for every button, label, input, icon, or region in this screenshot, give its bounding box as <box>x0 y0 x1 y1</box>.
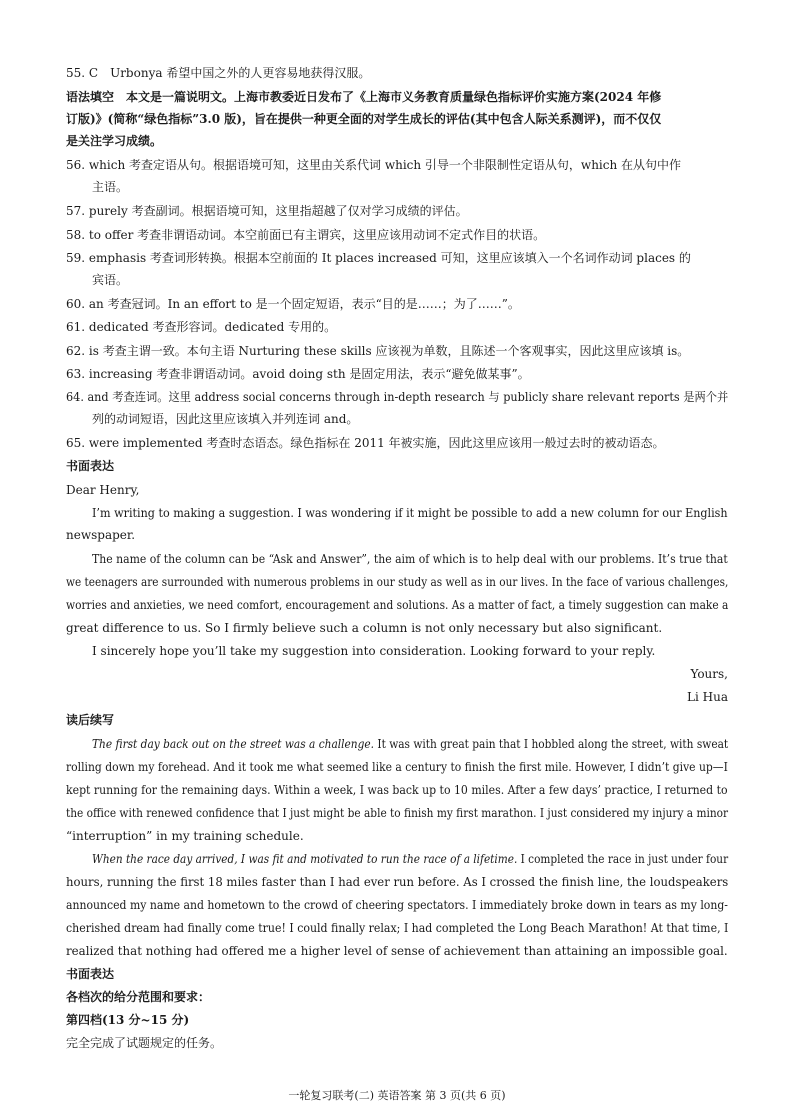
letter-para-1: I’m writing to making a suggestion. I was wondering if it might be possible to add a new column for our English <box>92 506 728 520</box>
story-para-2-line-2: hours, running the first 18 miles faster than I had ever run before. As I crossed the finish line, the loudspeakers <box>66 875 729 889</box>
letter-para-2-line-3: worries and anxieties, we need comfort, encouragement and solutions. As a matter of fact, a timely suggestion can make a <box>66 598 729 612</box>
story-para-2-line-4: cherished dream had finally come true! I could finally relax; I had completed the Long Beach Marathon! At that time, I <box>66 921 729 935</box>
answer-61: 61. dedicated 考查形容词。dedicated 专用的。 <box>66 320 337 334</box>
grammar-fill-heading-line-3: 是关注学习成绩。 <box>66 134 163 148</box>
answer-62: 62. is 考查主谓一致。本句主语 Nurturing these skills 应该视为单数，且陈述一个客观事实，因此这里应该填 is。 <box>66 344 690 358</box>
grammar-fill-heading: 语法填空 本文是一篇说明文。上海市教委近日发布了《上海市义务教育质量绿色指标评价实施方案(2024 年修 <box>66 90 662 104</box>
story-para-1 <box>92 737 728 751</box>
letter-para-1-cont: newspaper. <box>66 528 136 542</box>
answer-65: 65. were implemented 考查时态语态。绿色指标在 2011 年被实施，因此这里应该用一般过去时的被动语态。 <box>66 436 665 450</box>
story-para-1-line-4: the office with renewed confidence that I just might be able to finish my first marathon. I just considered my injury a minor <box>66 806 729 820</box>
answer-64: 64. and 考查连词。这里 address social concerns through in-depth research 与 publicly share relevant reports 是两个并 <box>66 390 729 404</box>
continuation-heading: 读后续写 <box>66 713 115 727</box>
answer-59: 59. emphasis 考查词形转换。根据本空前面的 It places increased 可知，这里应该填入一个名词作动词 places 的 <box>66 251 691 265</box>
story-para-2-text: I completed the race in just under four <box>517 852 729 866</box>
letter-para-3: I sincerely hope you’ll take my suggestion into consideration. Looking forward to your reply. <box>92 644 656 658</box>
answer-55: 55. C Urbonya 希望中国之外的人更容易地获得汉服。 <box>66 66 371 80</box>
answer-58: 58. to offer 考查非谓语动词。本空前面已有主谓宾，这里应该用动词不定式作目的状语。 <box>66 228 546 242</box>
answer-57: 57. purely 考查副词。根据语境可知，这里指超越了仅对学习成绩的评估。 <box>66 204 468 218</box>
story-para-2-line-3: announced my name and hometown to the crowd of cheering spectators. I immediately broke down in tears as my long- <box>66 898 728 912</box>
grammar-fill-heading-line-2: 订版)》(简称“绿色指标”3.0 版)，旨在提供一种更全面的对学生成长的评估(其中包含人际关系测评)，而不仅仅 <box>66 112 662 126</box>
answer-64-cont: 列的动词短语，因此这里应该填入并列连词 and。 <box>92 412 359 426</box>
story-para-1-opening: The first day back out on the street was a challenge. <box>92 737 375 751</box>
letter-closing: Yours, <box>690 667 728 681</box>
story-para-1-line-5: “interruption” in my training schedule. <box>66 829 304 843</box>
letter-para-2-line-2: we teenagers are surrounded with numerous problems in our study as well as in our lives. In the face of various challenges, <box>66 575 729 589</box>
story-para-1-line-2: rolling down my forehead. And it took me what seemed like a century to finish the first mile. However, I didn’t give up—I <box>66 760 728 774</box>
letter-para-2-line-4: great difference to us. So I firmly believe such a column is not only necessary but also significant. <box>66 621 663 635</box>
story-para-1-text: It was with great pain that I hobbled along the street, with sweat <box>374 737 729 751</box>
story-para-2-line-5: realized that nothing had offered me a higher level of sense of achievement than attaining an impossible goal. <box>66 944 728 958</box>
answer-56-cont: 主语。 <box>92 180 129 194</box>
answer-60: 60. an 考查冠词。In an effort to 是一个固定短语，表示“目的是……；为了……”。 <box>66 297 520 311</box>
story-para-1-line-3: kept running for the remaining days. Within a week, I was back up to 10 miles. After a few days’ practice, I returned to <box>66 783 728 797</box>
grade-4-range: 第四档(13 分~15 分) <box>66 1013 190 1027</box>
writing-heading-2: 书面表达 <box>66 967 115 981</box>
page-footer: 一轮复习联考(二) 英语答案 第 3 页(共 6 页) <box>288 1089 506 1102</box>
letter-para-2: The name of the column can be “Ask and Answer”, the aim of which is to help deal with our problems. It’s true that <box>92 552 728 566</box>
answer-59-cont: 宾语。 <box>92 273 129 287</box>
letter-salutation: Dear Henry, <box>66 483 140 497</box>
answer-56: 56. which 考查定语从句。根据语境可知，这里由关系代词 which 引导一个非限制性定语从句，which 在从句中作 <box>66 158 682 172</box>
writing-heading: 书面表达 <box>66 459 115 473</box>
grade-4-description: 完全完成了试题规定的任务。 <box>66 1036 223 1050</box>
story-para-2 <box>92 852 728 866</box>
story-para-2-opening: When the race day arrived, I was fit and motivated to run the race of a lifetime. <box>92 852 518 866</box>
answer-63: 63. increasing 考查非谓语动词。avoid doing sth 是固定用法，表示“避免做某事”。 <box>66 367 530 381</box>
grading-requirements: 各档次的给分范围和要求： <box>66 990 211 1004</box>
letter-signature: Li Hua <box>687 690 728 704</box>
